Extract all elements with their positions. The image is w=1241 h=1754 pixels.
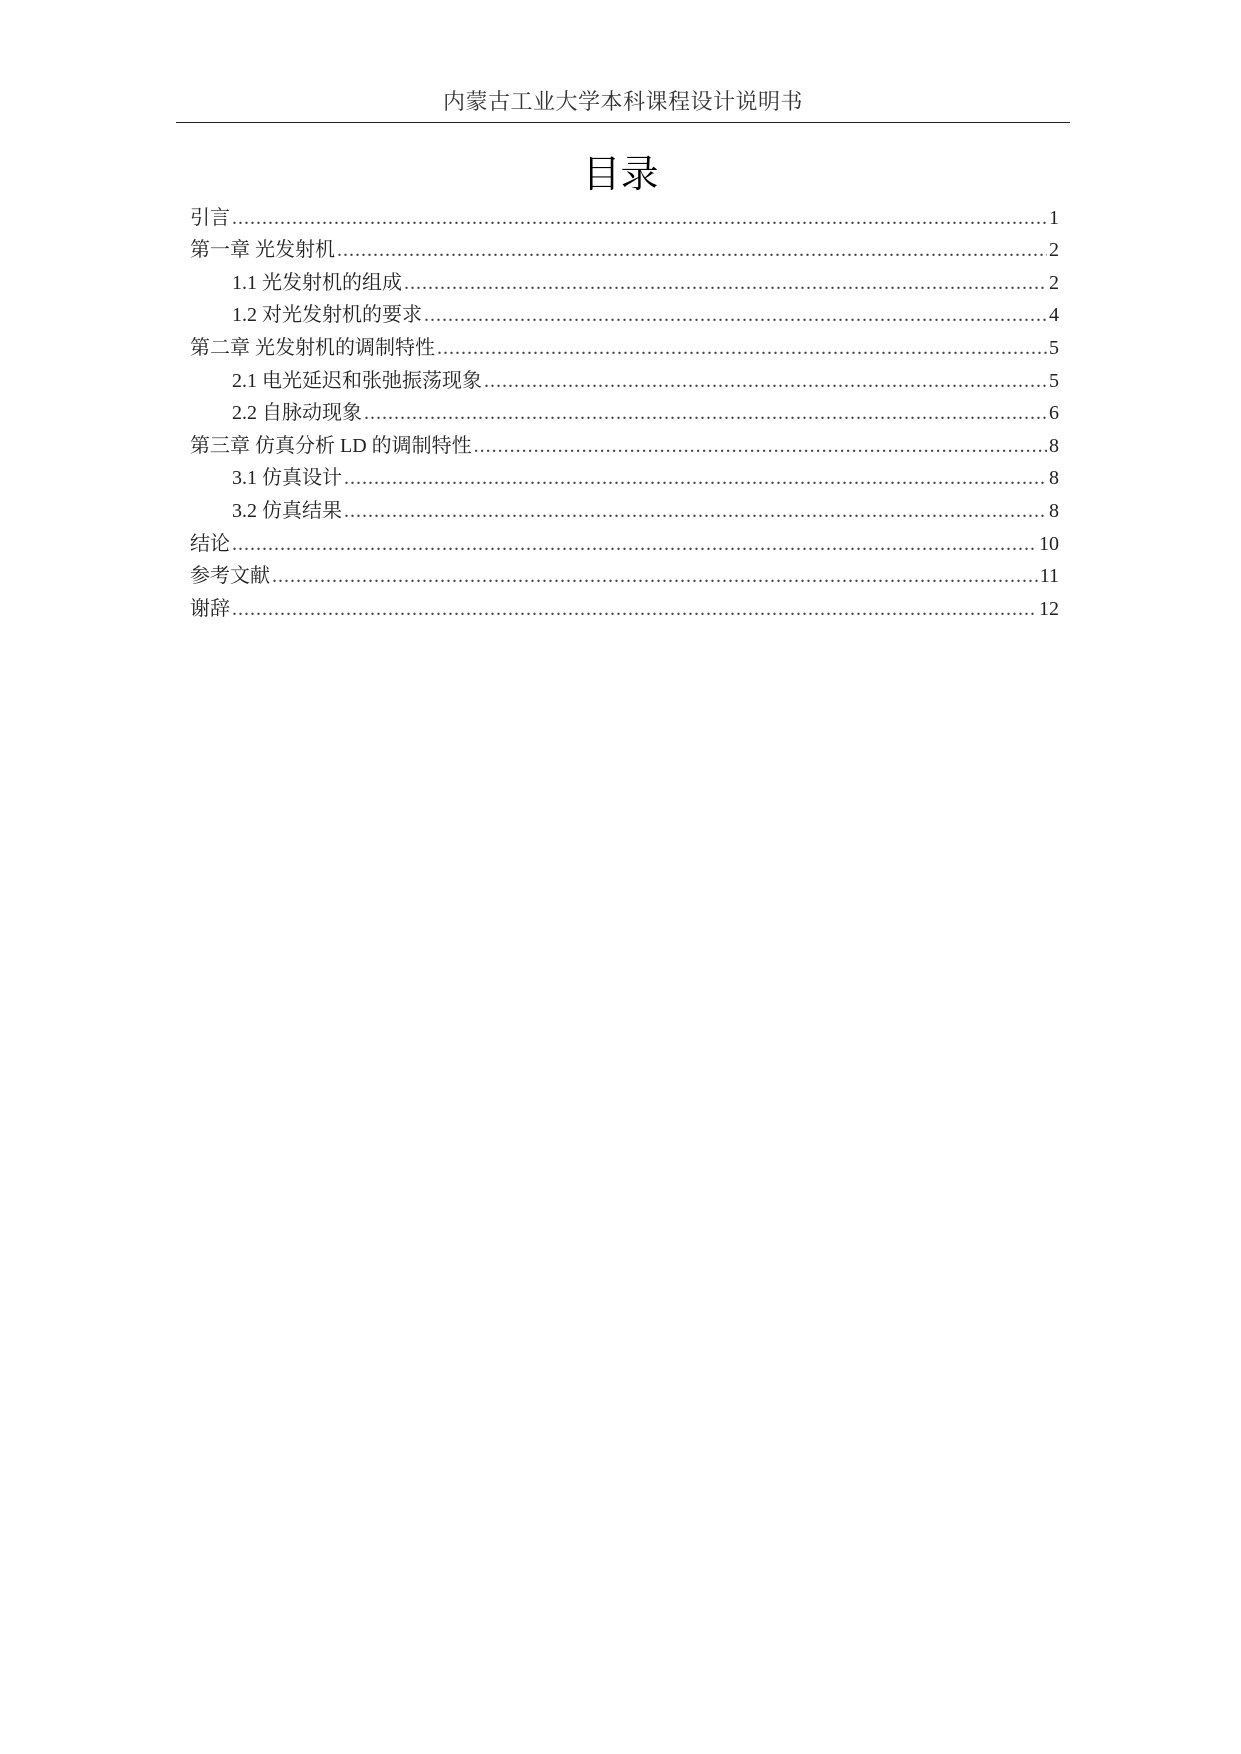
- dot-leader: [474, 433, 1047, 459]
- toc-entry-page: 11: [1039, 565, 1059, 588]
- toc-entry-label: 引言: [190, 206, 230, 229]
- toc-entry-intro[interactable]: [190, 198, 1059, 231]
- toc-entry-conclusion[interactable]: [190, 524, 1059, 557]
- toc-title: 目录: [582, 152, 659, 196]
- toc-entry-chapter-1[interactable]: [190, 231, 1059, 264]
- toc-entry-label: 结论: [190, 532, 230, 555]
- toc-entry-label: 谢辞: [190, 597, 230, 620]
- dot-leader: [437, 335, 1047, 361]
- dot-leader: [364, 400, 1047, 426]
- toc-entry-page: 2: [1049, 239, 1059, 262]
- dot-leader: [344, 498, 1047, 524]
- toc-entry-label: 3.2 仿真结果: [232, 499, 342, 522]
- dot-leader: [337, 237, 1047, 263]
- toc-entry-page: 8: [1049, 434, 1059, 457]
- toc-entry-page: 1: [1049, 206, 1059, 229]
- toc-entry-section-3-2[interactable]: [190, 491, 1059, 524]
- toc-entry-page: 5: [1049, 336, 1059, 359]
- toc-entry-page: 4: [1049, 304, 1059, 327]
- dot-leader: [344, 465, 1047, 491]
- dot-leader: [232, 205, 1047, 231]
- table-of-contents: [190, 198, 1059, 622]
- toc-entry-section-2-1[interactable]: [190, 361, 1059, 394]
- toc-entry-label: 3.1 仿真设计: [232, 467, 342, 490]
- toc-entry-section-2-2[interactable]: [190, 394, 1059, 427]
- toc-entry-label: 1.2 对光发射机的要求: [232, 304, 422, 327]
- toc-entry-page: 8: [1049, 499, 1059, 522]
- page-header: [176, 88, 1070, 123]
- toc-entry-references[interactable]: [190, 557, 1059, 590]
- dot-leader: [232, 531, 1037, 557]
- toc-entry-label: 参考文献: [190, 565, 270, 588]
- toc-entry-page: 10: [1039, 532, 1059, 555]
- toc-entry-page: 6: [1049, 402, 1059, 425]
- toc-entry-page: 2: [1049, 271, 1059, 294]
- toc-entry-chapter-3[interactable]: [190, 426, 1059, 459]
- dot-leader: [424, 302, 1047, 328]
- toc-entry-chapter-2[interactable]: [190, 328, 1059, 361]
- toc-entry-page: 5: [1049, 369, 1059, 392]
- toc-entry-label: 第二章 光发射机的调制特性: [190, 336, 435, 359]
- toc-entry-section-1-1[interactable]: [190, 263, 1059, 296]
- toc-entry-section-3-1[interactable]: [190, 459, 1059, 492]
- header-title: 内蒙古工业大学本科课程设计说明书: [442, 89, 803, 114]
- dot-leader: [484, 368, 1047, 394]
- toc-entry-page: 8: [1049, 467, 1059, 490]
- toc-entry-label: 1.1 光发射机的组成: [232, 271, 402, 294]
- toc-entry-label: 2.2 自脉动现象: [232, 402, 362, 425]
- toc-entry-label: 第一章 光发射机: [190, 239, 335, 262]
- toc-entry-acknowledgements[interactable]: [190, 589, 1059, 622]
- toc-entry-label: 第三章 仿真分析 LD 的调制特性: [190, 434, 472, 457]
- toc-entry-section-1-2[interactable]: [190, 296, 1059, 329]
- toc-entry-label: 2.1 电光延迟和张弛振荡现象: [232, 369, 482, 392]
- dot-leader: [232, 596, 1037, 622]
- toc-entry-page: 12: [1039, 597, 1059, 620]
- dot-leader: [272, 563, 1038, 589]
- dot-leader: [404, 270, 1047, 296]
